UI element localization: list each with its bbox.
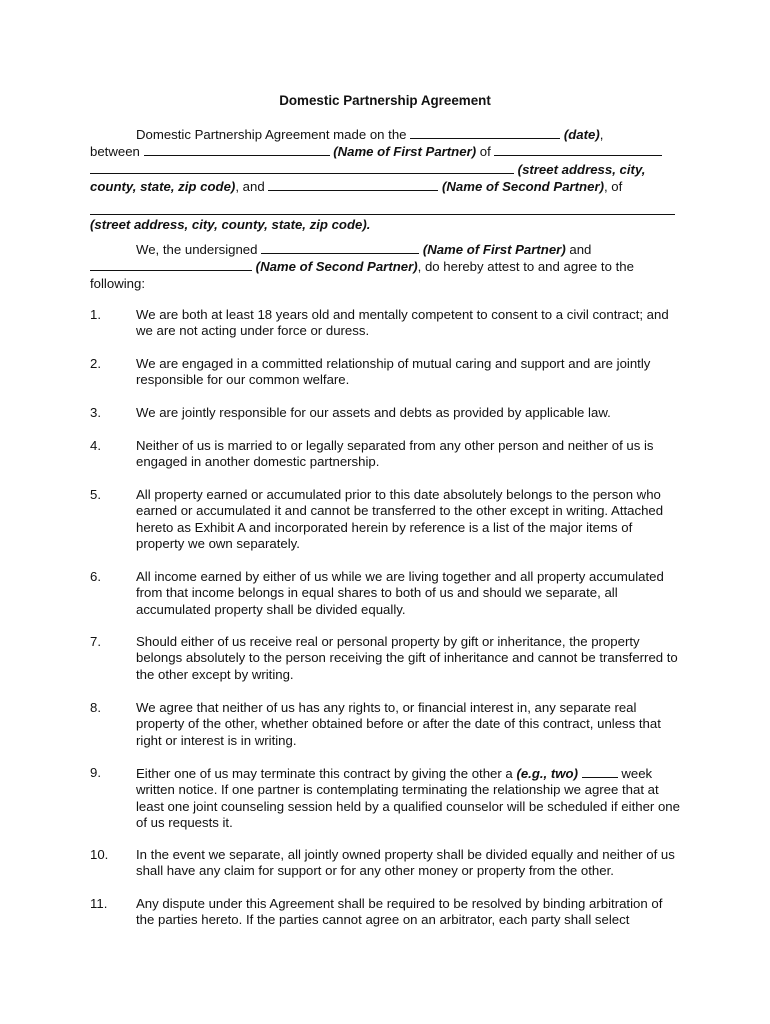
item-number: 9. [90, 765, 101, 780]
item-number: 10. [90, 847, 109, 862]
date-label: (date) [563, 127, 600, 142]
attest-and-text: and [569, 242, 592, 257]
item-number: 11. [90, 896, 108, 911]
attest-rest-text: , do hereby attest to and agree to the [417, 259, 634, 275]
second-partner-blank[interactable] [268, 178, 438, 191]
attest-text: We, the undersigned [136, 242, 258, 257]
of-text: of [479, 144, 491, 160]
address-blank-1[interactable] [494, 143, 662, 156]
item-text [136, 765, 682, 832]
page-title: Domestic Partnership Agreement [279, 93, 491, 108]
between-text: between [90, 144, 140, 160]
attest-first-partner-blank[interactable] [261, 241, 419, 254]
item-text: In the event we separate, all jointly owned property shall be divided equally and neither of us shall have any claim for support or for any other money or property from the other. [136, 847, 675, 879]
address-blank-2[interactable] [90, 161, 514, 174]
attest-second-partner-blank[interactable] [90, 258, 252, 271]
first-partner-label: (Name of First Partner) [333, 144, 477, 160]
item-number: 8. [90, 700, 101, 715]
item-text-b: week written notice. If one partner is contemplating terminating the relationship we agree that at least one joint counseling session held by a qualified counselor will be scheduled if either one of us requests it. [136, 766, 680, 831]
eg-label: (e.g., two) [516, 766, 578, 781]
attest-second-partner-label: (Name of Second Partner) [255, 259, 418, 275]
item-text: Any dispute under this Agreement shall be required to be resolved by binding arbitration of the parties hereto. If the parties cannot agree on an arbitrator, each party shall select [136, 896, 663, 928]
item-number: 6. [90, 569, 101, 584]
item-number: 3. [90, 405, 101, 420]
attest-paragraph [90, 241, 680, 292]
second-partner-label: (Name of Second Partner) [442, 179, 604, 195]
item-text: We are both at least 18 years old and mentally competent to consent to a civil contract; and we are not acting under force or duress. [136, 307, 669, 339]
address-blank-3[interactable] [90, 204, 675, 215]
first-partner-blank[interactable] [144, 143, 330, 156]
comma: , [599, 127, 604, 142]
item-text: Neither of us is married to or legally separated from any other person and neither of us is engaged in another domestic partnership. [136, 438, 654, 470]
and-text: , and [235, 179, 265, 195]
item-number: 2. [90, 356, 101, 371]
following-text: following: [90, 275, 145, 291]
item-number: 5. [90, 487, 101, 502]
intro-paragraph [90, 126, 680, 233]
item-text: All property earned or accumulated prior to this date absolutely belongs to the person who earned or accumulated it and cannot be transferred to the other except in writing. Attached hereto as Exhibit A and incorporated herein by reference is a list of the major items of property we own separately. [136, 487, 664, 552]
attest-first-partner-label: (Name of First Partner) [422, 242, 566, 257]
of2-text: , of [603, 179, 623, 195]
item-text: We are engaged in a committed relationship of mutual caring and support and are jointly responsible for our common welfare. [136, 356, 651, 388]
item-number: 4. [90, 438, 101, 453]
item-text: Should either of us receive real or personal property by gift or inheritance, the property belongs absolutely to the person receiving the gift of inheritance and cannot be transferred to the other except by writing. [136, 634, 678, 682]
intro-text: Domestic Partnership Agreement made on the [136, 127, 407, 142]
item-text-a: Either one of us may terminate this contract by giving the other a [136, 766, 513, 781]
item-text: All income earned by either of us while we are living together and all property accumulated from that income belongs in equal shares to both of us and should we separate, all accumulated property shall be divided equally. [136, 569, 664, 617]
street-label-a: (street address, city, [517, 161, 646, 177]
item-number: 1. [90, 307, 101, 322]
item-number: 7. [90, 634, 101, 649]
street-label-b: county, state, zip code) [90, 179, 236, 195]
date-blank[interactable] [410, 126, 560, 139]
weeks-blank[interactable] [582, 765, 618, 778]
street-label-full: (street address, city, county, state, zip code). [90, 216, 371, 232]
item-text: We are jointly responsible for our assets and debts as provided by applicable law. [136, 405, 611, 420]
item-text: We agree that neither of us has any rights to, or financial interest in, any separate real property of the other, whether obtained before or after the date of this contract, unless that right or interest is in writing. [136, 700, 661, 748]
